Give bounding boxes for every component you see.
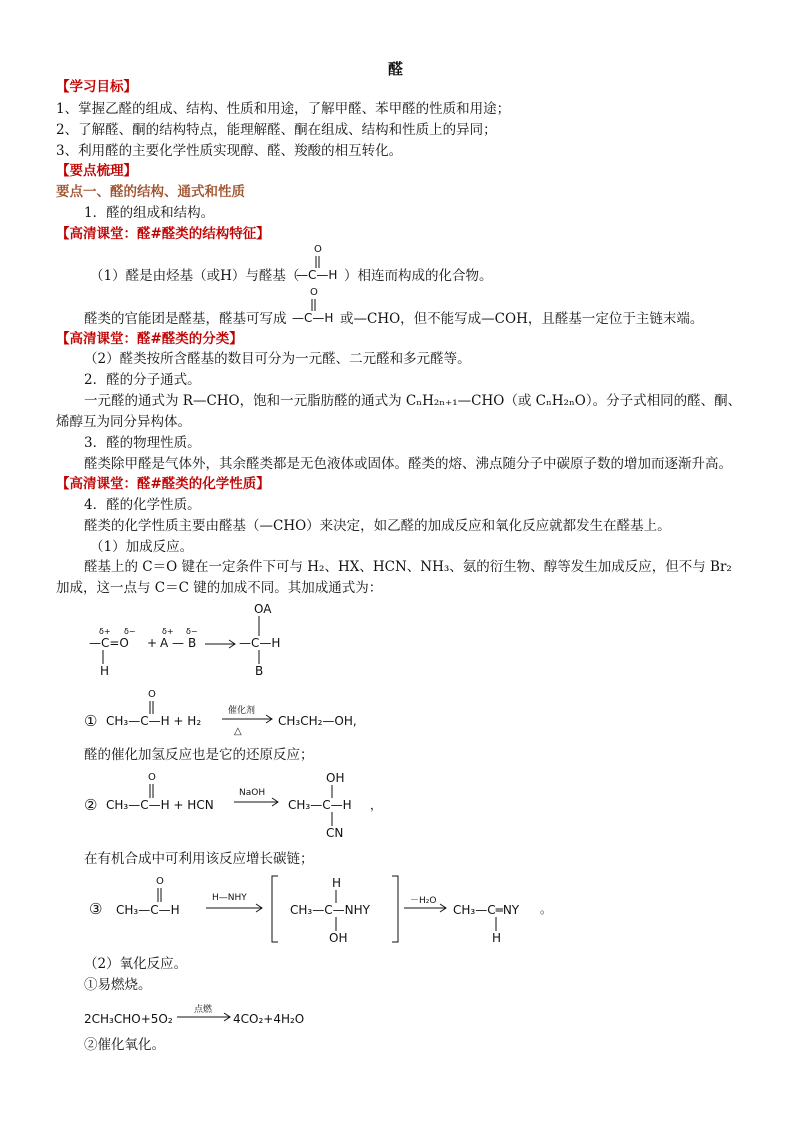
isomer-text: 烯醇互为同分异构体。	[56, 414, 191, 430]
gen-dash: —	[172, 636, 184, 650]
definition-part-a: （1）醛是由烃基（或H）与醛基（	[90, 268, 300, 284]
reaction-2-note: 在有机合成中可利用该反应增长碳链；	[84, 851, 314, 867]
section-2-heading: 2．醛的分子通式。	[84, 372, 201, 388]
gen-b: B	[188, 636, 197, 650]
gen-c-o: —C=O	[89, 636, 129, 650]
aldehyde-o-2: O	[310, 287, 318, 298]
reaction-3-product: CH₃—C═NY	[453, 903, 520, 917]
objectives-header: 【学习目标】	[56, 79, 137, 95]
combustion-rhs: 4CO₂+4H₂O	[233, 1012, 305, 1026]
summary-header: 【要点梳理】	[56, 163, 137, 179]
section-3-heading: 3．醛的物理性质。	[84, 435, 201, 451]
hd-class-2: 【高清课堂：醛#醛类的分类】	[56, 331, 243, 347]
reaction-1-lhs: CH₃—C—H + H₂	[106, 714, 202, 728]
gen-delta-minus-2: δ−	[186, 627, 198, 636]
objective-2: 2、了解醛、酮的结构特点，能理解醛、酮在组成、结构和性质上的异同；	[56, 122, 497, 138]
reaction-1-note: 醛的催化加氢反应也是它的还原反应；	[84, 747, 314, 763]
reaction-3-h-bottom: H	[492, 931, 502, 945]
addition-text-1: 醛基上的 C＝O 键在一定条件下可与 H₂、HX、HCN、NH₃、氨的衍生物、醇等发生加成反应，但不与 Br₂	[84, 559, 732, 575]
combustion-heading: ①易燃烧。	[84, 977, 152, 993]
reaction-3-reagent: H—NHY	[212, 893, 247, 903]
chemical-properties-text: 醛类的化学性质主要由醛基（—CHO）来决定，如乙醛的加成反应和氧化反应就都发生在醛基上。	[84, 518, 671, 534]
reaction-3-number: ③	[89, 900, 103, 918]
reaction-2-oh: OH	[326, 771, 345, 785]
r1-o: O	[148, 689, 156, 700]
reaction-1-heat: △	[234, 726, 242, 737]
functional-group-part-b: 或—CHO，但不能写成—COH，且醛基一定位于主链末端。	[340, 311, 704, 327]
reaction-3-oh-bottom: OH	[329, 931, 348, 945]
r2-o: O	[148, 772, 156, 783]
reaction-3-intermediate: CH₃—C—NHY	[290, 903, 370, 917]
reaction-2-comma: ，	[370, 798, 383, 812]
reaction-2-cn: CN	[326, 826, 344, 840]
hd-class-3: 【高清课堂：醛#醛类的化学性质】	[56, 476, 270, 492]
gen-h-below: H	[100, 664, 110, 678]
gen-plus: +	[147, 636, 158, 650]
reaction-3-end: 。	[540, 902, 553, 916]
gen-delta-plus-2: δ+	[162, 627, 174, 636]
page-title: 醛	[388, 60, 404, 78]
physical-properties-text: 醛类除甲醛是气体外，其余醛类都是无色液体或固体。醛类的熔、沸点随分子中碳原子数的增加而逐渐升高。	[84, 456, 732, 472]
aldehyde-o-1: O	[314, 244, 322, 255]
reaction-1-rhs: CH₃CH₂—OH,	[278, 714, 357, 728]
point-1-header: 要点一、醛的结构、通式和性质	[56, 184, 245, 200]
gen-delta-minus-1: δ−	[124, 627, 136, 636]
oxidation-heading: （2）氧化反应。	[84, 956, 188, 972]
reaction-1-number: ①	[84, 712, 98, 730]
objective-1: 1、掌握乙醛的组成、结构、性质和用途，了解甲醛、苯甲醛的性质和用途；	[56, 101, 511, 117]
aldehyde-group-1: —C—H	[296, 268, 338, 282]
section-1-heading: 1．醛的组成和结构。	[84, 205, 215, 221]
aldehyde-group-2: —C—H	[292, 311, 334, 325]
reaction-3-dehydration: －H₂O	[410, 896, 437, 906]
definition-part-b: ）相连而构成的化合物。	[344, 268, 493, 284]
r3-o: O	[156, 876, 164, 887]
gen-b-below: B	[255, 664, 264, 678]
addition-text-2: 加成，这一点与 C＝C 键的加成不同。其加成通式为：	[56, 580, 383, 596]
section-4-heading: 4．醛的化学性质。	[84, 497, 201, 513]
catalytic-oxidation-heading: ②催化氧化。	[84, 1037, 165, 1053]
reaction-2-catalyst: NaOH	[239, 788, 266, 798]
gen-c-h: —C—H	[239, 636, 281, 650]
reaction-3-lhs: CH₃—C—H	[116, 903, 180, 917]
objective-3: 3、利用醛的主要化学性质实现醇、醛、羧酸的相互转化。	[56, 143, 403, 159]
reaction-2-number: ②	[84, 796, 98, 814]
combustion-condition: 点燃	[194, 1005, 213, 1015]
classification-text: （2）醛类按所含醛基的数目可分为一元醛、二元醛和多元醛等。	[84, 351, 471, 367]
gen-oa: OA	[254, 602, 272, 616]
general-formula-text: 一元醛的通式为 R—CHO，饱和一元脂肪醛的通式为 CₙH₂ₙ₊₁—CHO（或 CₙH₂ₙO）。分子式相同的醛、酮、	[84, 393, 742, 409]
reaction-1-catalyst: 催化剂	[228, 706, 256, 716]
hd-class-1: 【高清课堂：醛#醛类的结构特征】	[56, 226, 270, 242]
functional-group-part-a: 醛类的官能团是醛基，醛基可写成	[84, 311, 287, 327]
reaction-2-lhs: CH₃—C—H + HCN	[106, 798, 214, 812]
combustion-lhs: 2CH₃CHO+5O₂	[84, 1012, 173, 1026]
gen-a: A	[160, 636, 169, 650]
reaction-2-rhs: CH₃—C—H	[288, 798, 352, 812]
reaction-3-h-top: H	[332, 876, 342, 890]
addition-reaction-heading: （1）加成反应。	[90, 539, 194, 555]
gen-delta-plus-1: δ+	[99, 627, 111, 636]
